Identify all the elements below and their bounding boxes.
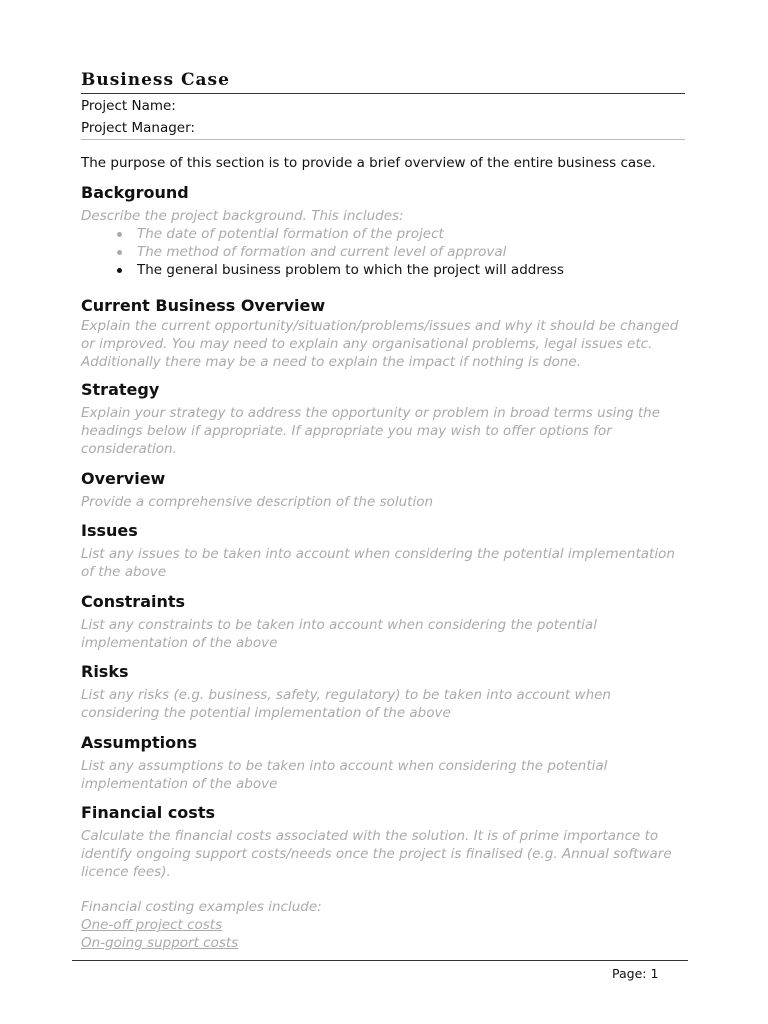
guidance-line: List any risks (e.g. business, safety, regulatory) to be taken into account when	[81, 687, 611, 703]
header-divider	[81, 139, 685, 140]
document-title: Business Case	[81, 70, 230, 90]
bullet-dot-icon	[117, 250, 122, 255]
example-link-ongoing[interactable]: On-going support costs	[81, 935, 239, 951]
guidance-line: headings below if appropriate. If appropriate you may wish to offer options for	[81, 423, 612, 439]
guidance-line: Explain your strategy to address the opportunity or problem in broad terms using the	[81, 405, 661, 421]
project-manager-label: Project Manager:	[81, 120, 195, 136]
financial-heading: Financial costs	[81, 803, 215, 822]
bullet-dot-icon	[117, 268, 122, 273]
guidance-line: Explain the current opportunity/situation/problems/issues and why it should be changed	[81, 318, 679, 334]
overview-guidance	[81, 493, 701, 511]
guidance-line: Calculate the financial costs associated with the solution. It is of prime importance to	[81, 828, 659, 844]
guidance-line: implementation of the above	[81, 776, 278, 792]
current-overview-guidance	[81, 317, 701, 371]
guidance-line: List any issues to be taken into account when considering the potential implementation	[81, 546, 675, 562]
background-heading: Background	[81, 183, 189, 202]
intro-paragraph: The purpose of this section is to provide a brief overview of the entire business case.	[81, 155, 656, 171]
guidance-line: Provide a comprehensive description of the solution	[81, 494, 434, 510]
assumptions-guidance	[81, 757, 701, 793]
overview-heading: Overview	[81, 469, 166, 488]
guidance-line: identify ongoing support costs/needs once the project is finalised (e.g. Annual software	[81, 846, 672, 862]
project-name-label: Project Name:	[81, 98, 176, 114]
page-number: Page: 1	[612, 966, 659, 981]
footer-divider	[72, 960, 688, 961]
issues-heading: Issues	[81, 521, 138, 540]
guidance-line: or improved. You may need to explain any organisational problems, legal issues etc.	[81, 336, 653, 352]
financial-examples	[81, 898, 701, 952]
bullet-text: The method of formation and current level of approval	[137, 244, 507, 260]
guidance-line: of the above	[81, 564, 167, 580]
constraints-guidance	[81, 616, 701, 652]
guidance-line: consideration.	[81, 441, 177, 457]
current-overview-heading: Current Business Overview	[81, 296, 326, 315]
strategy-guidance	[81, 404, 701, 458]
guidance-line: licence fees).	[81, 864, 171, 880]
risks-guidance	[81, 686, 701, 722]
assumptions-heading: Assumptions	[81, 733, 197, 752]
background-guidance	[81, 207, 701, 225]
issues-guidance	[81, 545, 701, 581]
guidance-line: List any constraints to be taken into account when considering the potential	[81, 617, 597, 633]
strategy-heading: Strategy	[81, 380, 160, 399]
example-link-one-off[interactable]: One-off project costs	[81, 917, 223, 933]
risks-heading: Risks	[81, 662, 129, 681]
title-divider	[81, 93, 685, 94]
bullet-dot-icon	[117, 232, 122, 237]
guidance-line: Describe the project background. This includes:	[81, 208, 404, 224]
guidance-line: considering the potential implementation of the above	[81, 705, 451, 721]
constraints-heading: Constraints	[81, 592, 186, 611]
guidance-line: implementation of the above	[81, 635, 278, 651]
financial-guidance	[81, 827, 701, 881]
bullet-text: The date of potential formation of the project	[137, 226, 444, 242]
guidance-line: List any assumptions to be taken into account when considering the potential	[81, 758, 608, 774]
examples-label: Financial costing examples include:	[81, 899, 322, 915]
guidance-line: Additionally there may be a need to explain the impact if nothing is done.	[81, 354, 582, 370]
bullet-text: The general business problem to which the project will address	[137, 262, 564, 278]
